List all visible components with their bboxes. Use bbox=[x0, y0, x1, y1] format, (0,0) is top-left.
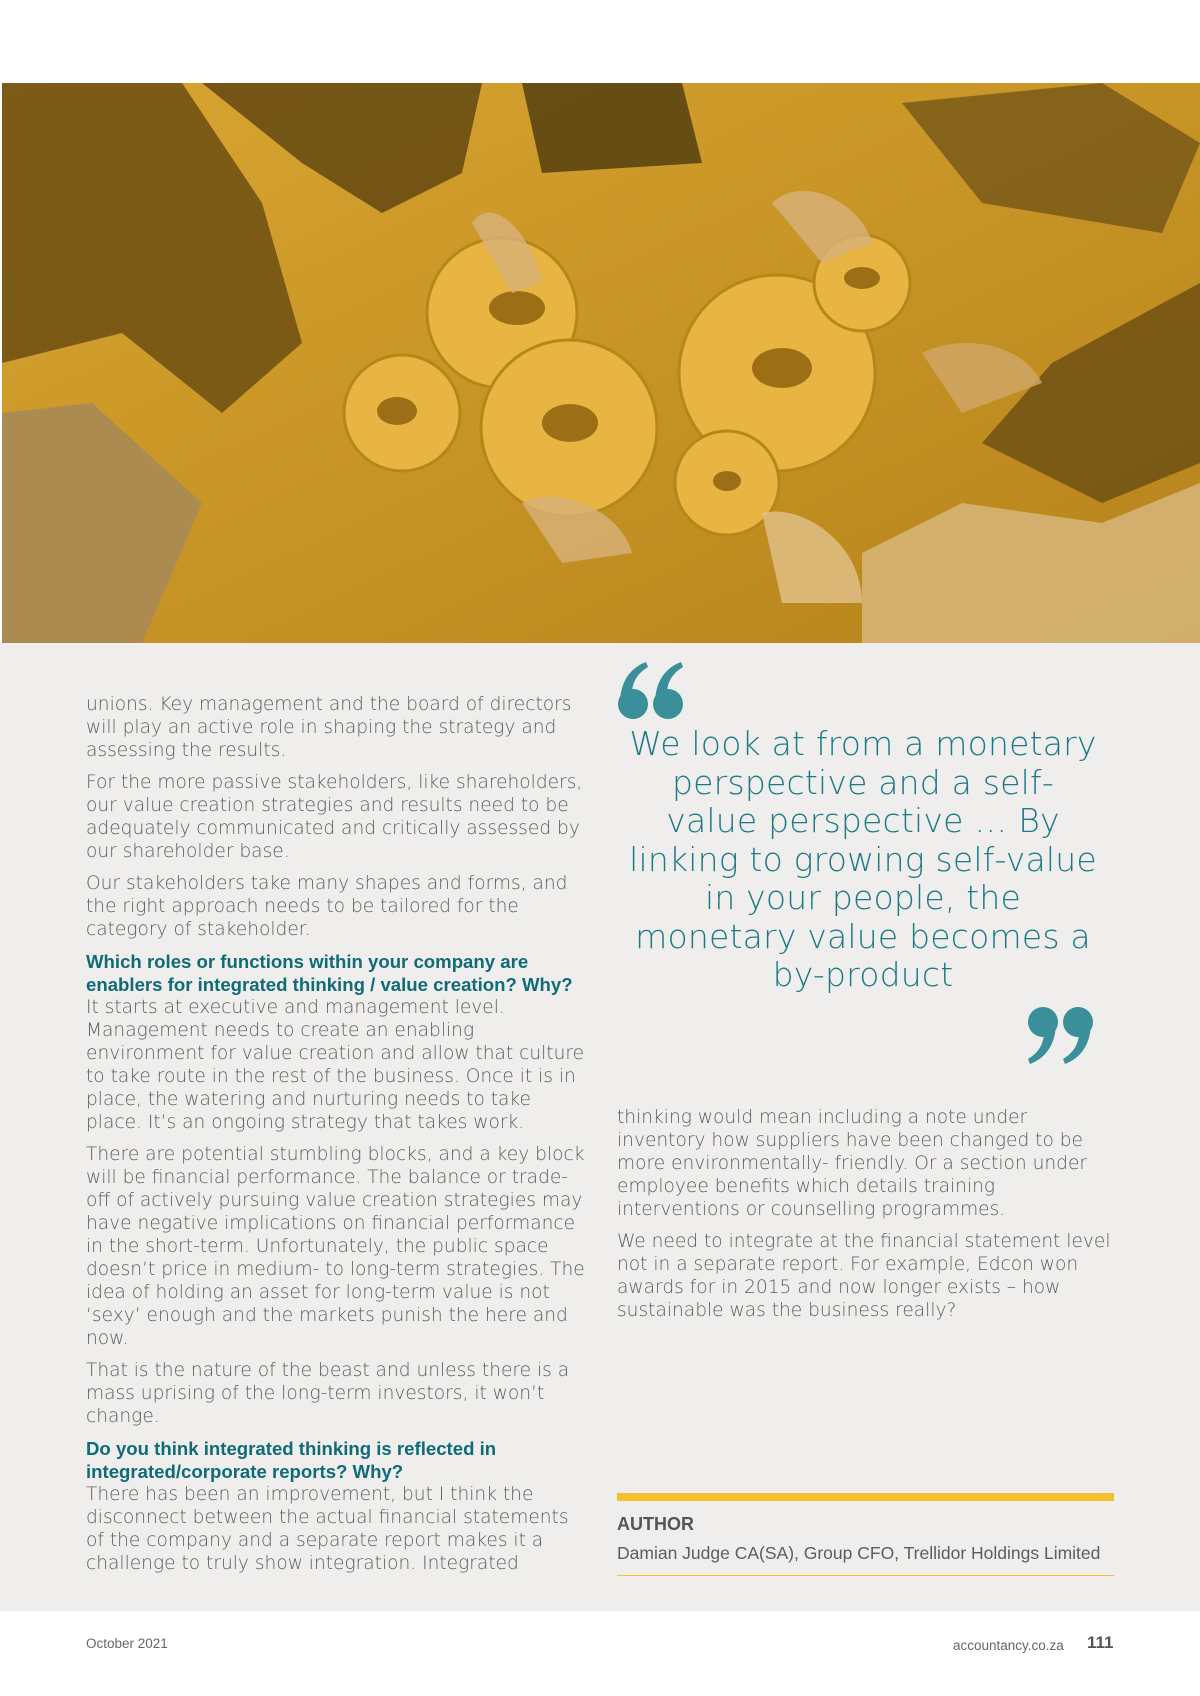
pull-quote: We look at from a monetary perspective and a self-value perspective … By linking to growing self-value in your people, the monetary value becomes a by-product bbox=[629, 724, 1097, 994]
gears-photo-icon bbox=[2, 83, 1200, 643]
right-column bbox=[617, 1106, 1117, 1331]
author-label: AUTHOR bbox=[617, 1514, 694, 1534]
author-underline bbox=[617, 1575, 1114, 1576]
paragraph: There are potential stumbling blocks, and a key block will be financial performance. The balance or trade-off of actively pursuing value creation strategies may have negative implications on financial performance in the short-term. Unfortunately, the public space doesn’t price in medium- to long-term strategies. The idea of holding an asset for long-term value is not ‘sexy’ enough and the markets punish the here and now. bbox=[86, 1144, 585, 1349]
paragraph: It starts at executive and management level. Management needs to create an enabling environment for value creation and allow that culture to take route in the rest of the business. Once it is in place, the watering and nurturing needs to take place. It’s an ongoing strategy that takes work. bbox=[86, 997, 585, 1133]
paragraph: For the more passive stakeholders, like shareholders, our value creation strategies and results need to be adequately communicated and critically assessed by our shareholder base. bbox=[86, 772, 583, 862]
paragraph: thinking would mean including a note under inventory how suppliers have been changed to be more environmentally- friendly. Or a section under employee benefits which details training interventions or counselling programmes. bbox=[617, 1107, 1088, 1220]
hero-image bbox=[2, 83, 1200, 643]
paragraph: unions. Key management and the board of directors will play an active role in shaping the strategy and assessing the results. bbox=[86, 694, 572, 761]
author-name: Damian Judge CA(SA), Group CFO, Trellidor Holdings Limited bbox=[617, 1543, 1101, 1563]
paragraph: There has been an improvement, but I think the disconnect between the actual financial statements of the company and a separate report makes it a challenge to truly show integration. Integrated bbox=[86, 1484, 569, 1574]
page-number: 111 bbox=[1087, 1633, 1114, 1652]
author-divider-bar bbox=[617, 1493, 1114, 1501]
paragraph: Our stakeholders take many shapes and forms, and the right approach needs to be tailored for the category of stakeholder. bbox=[86, 873, 568, 940]
footer-date: October 2021 bbox=[86, 1636, 168, 1651]
paragraph: We need to integrate at the financial statement level not in a separate report. For example, Edcon won awards for in 2015 and now longer exists – how sustainable was the business really? bbox=[617, 1231, 1111, 1321]
close-quote-icon bbox=[1024, 1004, 1096, 1066]
left-column bbox=[86, 693, 586, 1584]
open-quote-icon bbox=[616, 660, 688, 722]
question-heading: Which roles or functions within your company are enablers for integrated thinking / value creation? Why? bbox=[86, 951, 573, 995]
footer-site: accountancy.co.za bbox=[953, 1638, 1064, 1653]
paragraph: That is the nature of the beast and unless there is a mass uprising of the long-term investors, it won’t change. bbox=[86, 1360, 570, 1427]
question-heading: Do you think integrated thinking is reflected in integrated/corporate reports? Why? bbox=[86, 1438, 497, 1482]
